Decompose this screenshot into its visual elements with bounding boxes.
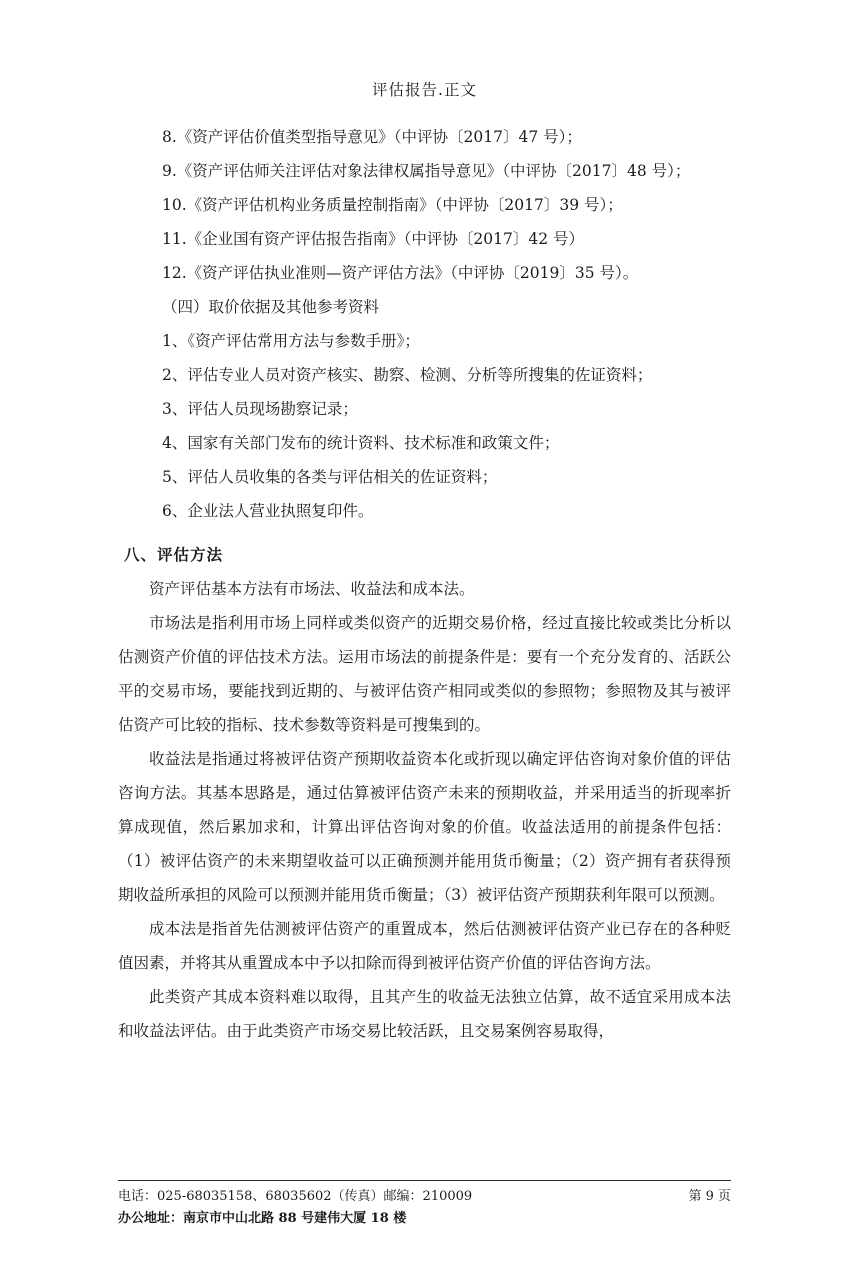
list-item: 11.《企业国有资产评估报告指南》（中评协〔2017〕42 号） xyxy=(162,230,584,248)
document-body xyxy=(118,120,731,1048)
list-item: 2、评估专业人员对资产核实、勘察、检测、分析等所搜集的佐证资料； xyxy=(162,366,653,384)
footer-contact xyxy=(118,1186,472,1230)
list-item: 5、评估人员收集的各类与评估相关的佐证资料； xyxy=(162,468,498,486)
section-heading: 八、评估方法 xyxy=(124,545,224,564)
paragraph: 成本法是指首先估测被评估资产的重置成本，然后估测被评估资产业已存在的各种贬值因素，并将其从重置成本中予以扣除而得到被评估资产价值的评估咨询方法。 xyxy=(118,920,731,972)
list-item: 10.《资产评估机构业务质量控制指南》（中评协〔2017〕39 号）； xyxy=(162,196,623,214)
list-item: 4、国家有关部门发布的统计资料、技术标准和政策文件； xyxy=(162,434,560,452)
paragraph: 收益法是指通过将被评估资产预期收益资本化或折现以确定评估咨询对象价值的评估咨询方法。其基本思路是，通过估算被评估资产未来的预期收益，并采用适当的折现率折算成现值，然后累加求和，计算出评估咨询对象的价值。收益法适用的前提条件包括：（1）被评估资产的未来期望收益可以正确预测并能用货币衡量；（2）资产拥有者获得预期收益所承担的风险可以预测并能用货币衡量；（3）被评估资产预期获利年限可以预测。 xyxy=(118,750,731,904)
page-footer xyxy=(118,1180,731,1230)
paragraph: 市场法是指利用市场上同样或类似资产的近期交易价格，经过直接比较或类比分析以估测资产价值的评估技术方法。运用市场法的前提条件是：要有一个充分发育的、活跃公平的交易市场，要能找到近期的、与被评估资产相同或类似的参照物；参照物及其与被评估资产可比较的指标、技术参数等资料是可搜集到的。 xyxy=(118,614,731,734)
list-item: 6、企业法人营业执照复印件。 xyxy=(162,502,374,520)
page-header-title: 评估报告.正文 xyxy=(372,81,477,99)
footer-divider xyxy=(118,1180,731,1181)
list-item: 9.《资产评估师关注评估对象法律权属指导意见》（中评协〔2017〕48 号）； xyxy=(162,162,691,180)
page-number: 第 9 页 xyxy=(688,1189,731,1204)
paragraph: 此类资产其成本资料难以取得，且其产生的收益无法独立估算，故不适宜采用成本法和收益法评估。由于此类资产市场交易比较活跃，且交易案例容易取得， xyxy=(118,988,731,1040)
list-item: 3、评估人员现场勘察记录； xyxy=(162,400,358,418)
document-page xyxy=(0,78,849,1278)
subsection-heading: （四）取价依据及其他参考资料 xyxy=(162,298,380,316)
list-item: 1、《资产评估常用方法与参数手册》； xyxy=(162,332,420,350)
paragraph: 资产评估基本方法有市场法、收益法和成本法。 xyxy=(149,580,475,598)
footer-phone-line: 电话：025-68035158、68035602（传真）邮编：210009 xyxy=(118,1189,473,1204)
list-item: 12.《资产评估执业准则—资产评估方法》（中评协〔2019〕35 号）。 xyxy=(162,264,639,282)
list-item: 8.《资产评估价值类型指导意见》（中评协〔2017〕47 号）； xyxy=(162,128,582,146)
footer-address-line: 办公地址：南京市中山北路 88 号建伟大厦 18 楼 xyxy=(118,1211,407,1226)
